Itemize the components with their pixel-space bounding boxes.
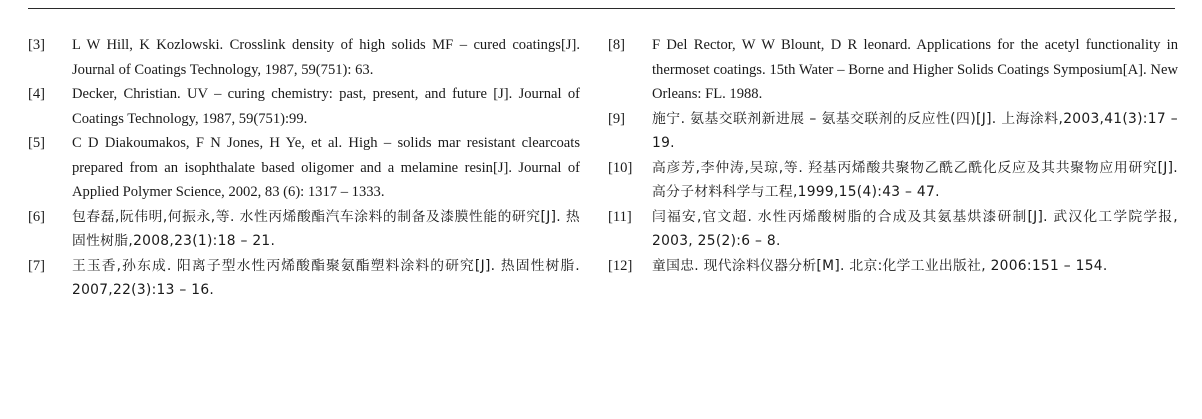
reference-12: [608, 254, 1178, 279]
reference-text: 包春磊,阮伟明,何振永,等. 水性丙烯酸酯汽车涂料的制备及漆膜性能的研究[J]. 热固性树脂,2008,23(1):18 – 21.: [72, 208, 580, 249]
reference-number: [6]: [28, 208, 46, 225]
reference-number: [7]: [28, 257, 46, 274]
reference-text: F Del Rector, W W Blount, D R leonard. Applications for the acetyl functionality in thermoset coatings. 15th Water – Borne and Higher Solids Coatings Symposium[A]. New Orleans: FL. 1988.: [652, 37, 1178, 102]
reference-number: [10]: [608, 159, 633, 176]
reference-text: L W Hill, K Kozlowski. Crosslink density of high solids MF – cured coatings[J]. Journal of Coatings Technology, 1987, 59(751): 63.: [72, 37, 580, 78]
reference-number: [11]: [608, 208, 632, 225]
reference-list-left: [28, 33, 580, 303]
reference-number: [9]: [608, 110, 626, 127]
reference-9: [608, 107, 1178, 156]
reference-5: [28, 131, 580, 205]
reference-text: 闫福安,官文超. 水性丙烯酸树脂的合成及其氨基烘漆研制[J]. 武汉化工学院学报, 2003, 25(2):6 – 8.: [652, 208, 1178, 249]
reference-10: [608, 156, 1178, 205]
reference-11: [608, 205, 1178, 254]
reference-text: 施宁. 氨基交联剂新进展 – 氨基交联剂的反应性(四)[J]. 上海涂料,2003,41(3):17 – 19.: [652, 110, 1178, 151]
reference-text: 王玉香,孙东成. 阳离子型水性丙烯酸酯聚氨酯塑料涂料的研究[J]. 热固性树脂. 2007,22(3):13 – 16.: [72, 257, 580, 298]
reference-8: [608, 33, 1178, 107]
reference-list-right: [608, 33, 1178, 278]
reference-3: [28, 33, 580, 82]
reference-text: C D Diakoumakos, F N Jones, H Ye, et al. High – solids mar resistant clearcoats prepared from an isophthalate based oligomer and a melamine resin[J]. Journal of Applied Polymer Science, 2002, 83 (6): 1317 – 1333.: [72, 135, 580, 200]
top-rule: [28, 8, 1175, 9]
reference-number: [4]: [28, 86, 46, 102]
reference-text: Decker, Christian. UV – curing chemistry: past, present, and future [J]. Journal of Coatings Technology, 1987, 59(751):99.: [72, 86, 580, 127]
reference-7: [28, 254, 580, 303]
reference-number: [5]: [28, 135, 46, 151]
reference-number: [3]: [28, 37, 46, 53]
reference-number: [8]: [608, 37, 626, 53]
reference-number: [12]: [608, 257, 633, 274]
reference-text: 高彦芳,李仲涛,吴琼,等. 羟基丙烯酸共聚物乙酰乙酰化反应及其共聚物应用研究[J]. 高分子材料科学与工程,1999,15(4):43 – 47.: [652, 159, 1178, 200]
reference-4: [28, 82, 580, 131]
reference-6: [28, 205, 580, 254]
reference-text: 童国忠. 现代涂料仪器分析[M]. 北京:化学工业出版社, 2006:151 – 154.: [652, 257, 1108, 274]
